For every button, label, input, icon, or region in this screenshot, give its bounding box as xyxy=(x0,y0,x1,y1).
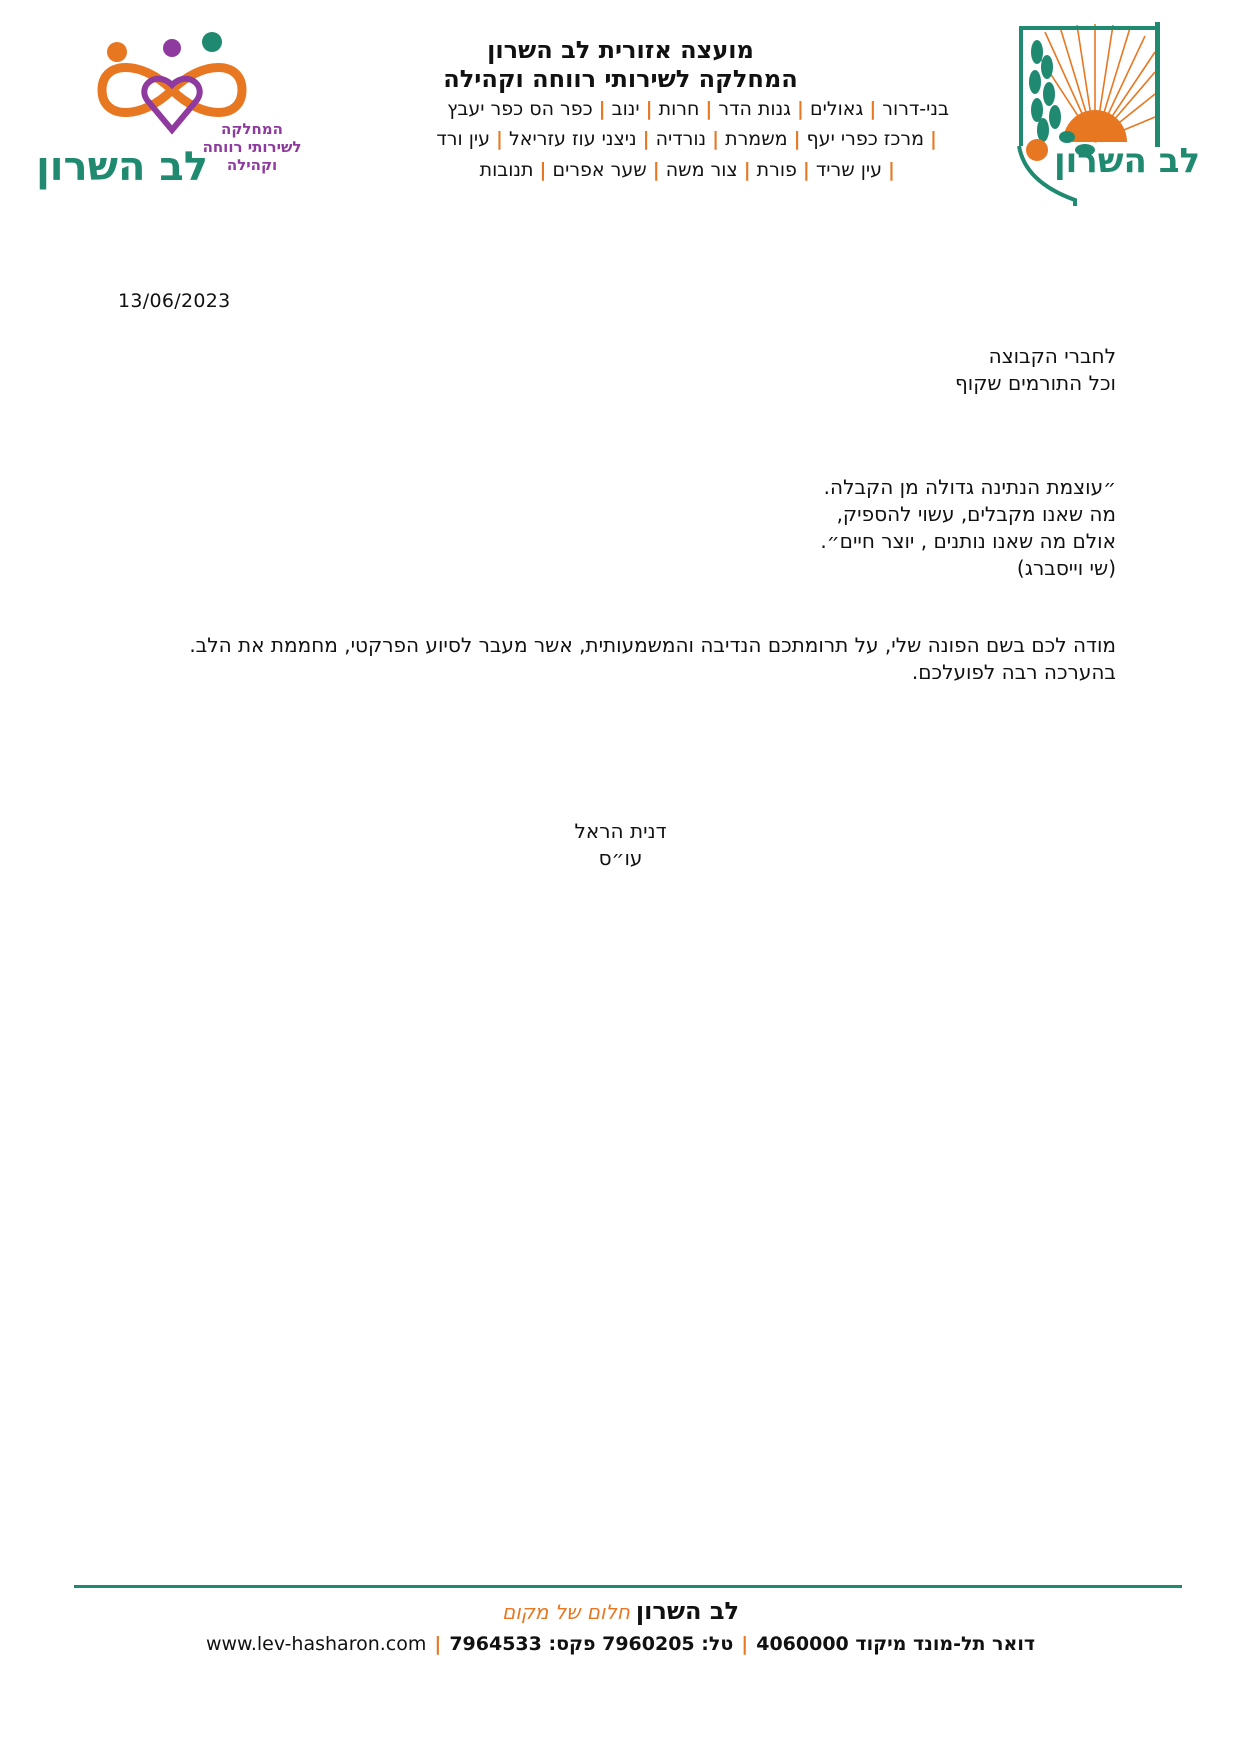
village-name: שער אפרים xyxy=(552,159,647,181)
letter-date: 13/06/2023 xyxy=(118,290,231,312)
villages-row-1 xyxy=(447,98,949,120)
village-name: משמרת xyxy=(725,128,788,150)
separator: | xyxy=(496,128,503,150)
separator: | xyxy=(712,128,720,150)
addressee-line: לחברי הקבוצה xyxy=(988,344,1116,368)
separator: | xyxy=(598,98,606,120)
village-name: תנובות xyxy=(479,159,534,181)
village-name: פורת xyxy=(756,159,797,181)
footer-divider xyxy=(74,1585,1182,1588)
footer-address: דואר תל-מונד מיקוד 4060000 xyxy=(756,1633,1036,1655)
thanks-line: מודה לכם בשם הפונה שלי, על תרומתכם הנדיבה והמשמעותית, אשר מעבר לסיוע הפרקטי, מחממת את הלב. xyxy=(189,633,1116,657)
department-name: המחלקה לשירותי רווחה וקהילה xyxy=(443,65,798,93)
villages-row-2 xyxy=(436,128,943,150)
separator: | xyxy=(434,1633,442,1655)
village-name: עין ורד xyxy=(436,128,491,150)
left-logo-subtitle-3: וקהילה xyxy=(226,156,278,174)
village-name: מרכז כפרי יעף xyxy=(806,128,925,150)
village-name: עין שריד xyxy=(815,159,883,181)
separator: | xyxy=(930,128,937,150)
signer-title: עו״ס xyxy=(598,846,643,870)
left-logo-subtitle-2: לשירותי רווחה xyxy=(202,138,302,156)
footer-contact xyxy=(0,1633,1241,1655)
right-logo-text: לב השרון xyxy=(1053,141,1201,181)
thanks-paragraph xyxy=(126,632,1116,686)
left-logo-subtitle-1: המחלקה xyxy=(221,120,283,138)
orange-fruit-icon xyxy=(1026,139,1048,161)
quote-line: אולם מה שאנו נותנים , יוצר חיים״. xyxy=(820,529,1116,553)
council-name: מועצה אזורית לב השרון xyxy=(487,36,754,64)
village-name: ינוב xyxy=(611,98,640,120)
footer-slogan: חלום של מקום xyxy=(501,1600,630,1624)
village-name: בני-דרור xyxy=(882,98,949,120)
left-logo-text: לב השרון xyxy=(36,144,208,190)
footer-brand xyxy=(0,1597,1241,1625)
village-name: ניצני עוז עזריאל xyxy=(508,128,637,150)
quote-line: מה שאנו מקבלים, עשוי להספיק, xyxy=(836,502,1116,526)
separator: | xyxy=(743,159,751,181)
village-name: צור משה xyxy=(665,159,738,181)
quote xyxy=(820,474,1116,582)
thanks-closing: בהערכה רבה לפועלכם. xyxy=(911,660,1116,684)
village-name: חרות xyxy=(658,98,700,120)
addressee xyxy=(955,343,1116,397)
villages-row-3 xyxy=(480,159,901,181)
separator: | xyxy=(652,159,660,181)
separator: | xyxy=(645,98,653,120)
village-name: גנות הדר xyxy=(718,98,792,120)
separator: | xyxy=(539,159,547,181)
footer-brand-name: לב השרון xyxy=(635,1597,740,1625)
separator: | xyxy=(869,98,877,120)
separator: | xyxy=(797,98,804,120)
separator: | xyxy=(888,159,895,181)
separator: | xyxy=(802,159,810,181)
separator: | xyxy=(793,128,801,150)
quote-attribution: (שי וייסברג) xyxy=(1016,556,1116,580)
separator: | xyxy=(642,128,650,150)
footer-website-link[interactable]: www.lev-hasharon.com xyxy=(205,1633,427,1655)
signer-name: דנית הראל xyxy=(574,819,667,843)
separator: | xyxy=(741,1633,749,1655)
quote-line: ״עוצמת הנתינה גדולה מן הקבלה. xyxy=(823,475,1116,499)
village-name: כפר הס כפר יעבץ xyxy=(447,98,593,120)
addressee-line: וכל התורמים שקוף xyxy=(955,371,1116,395)
footer-phones: טל: 7960205 פקס: 7964533 xyxy=(449,1633,734,1655)
signature xyxy=(0,818,1241,872)
village-name: נורדיה xyxy=(655,128,707,150)
village-name: גאולים xyxy=(809,98,864,120)
separator: | xyxy=(705,98,713,120)
